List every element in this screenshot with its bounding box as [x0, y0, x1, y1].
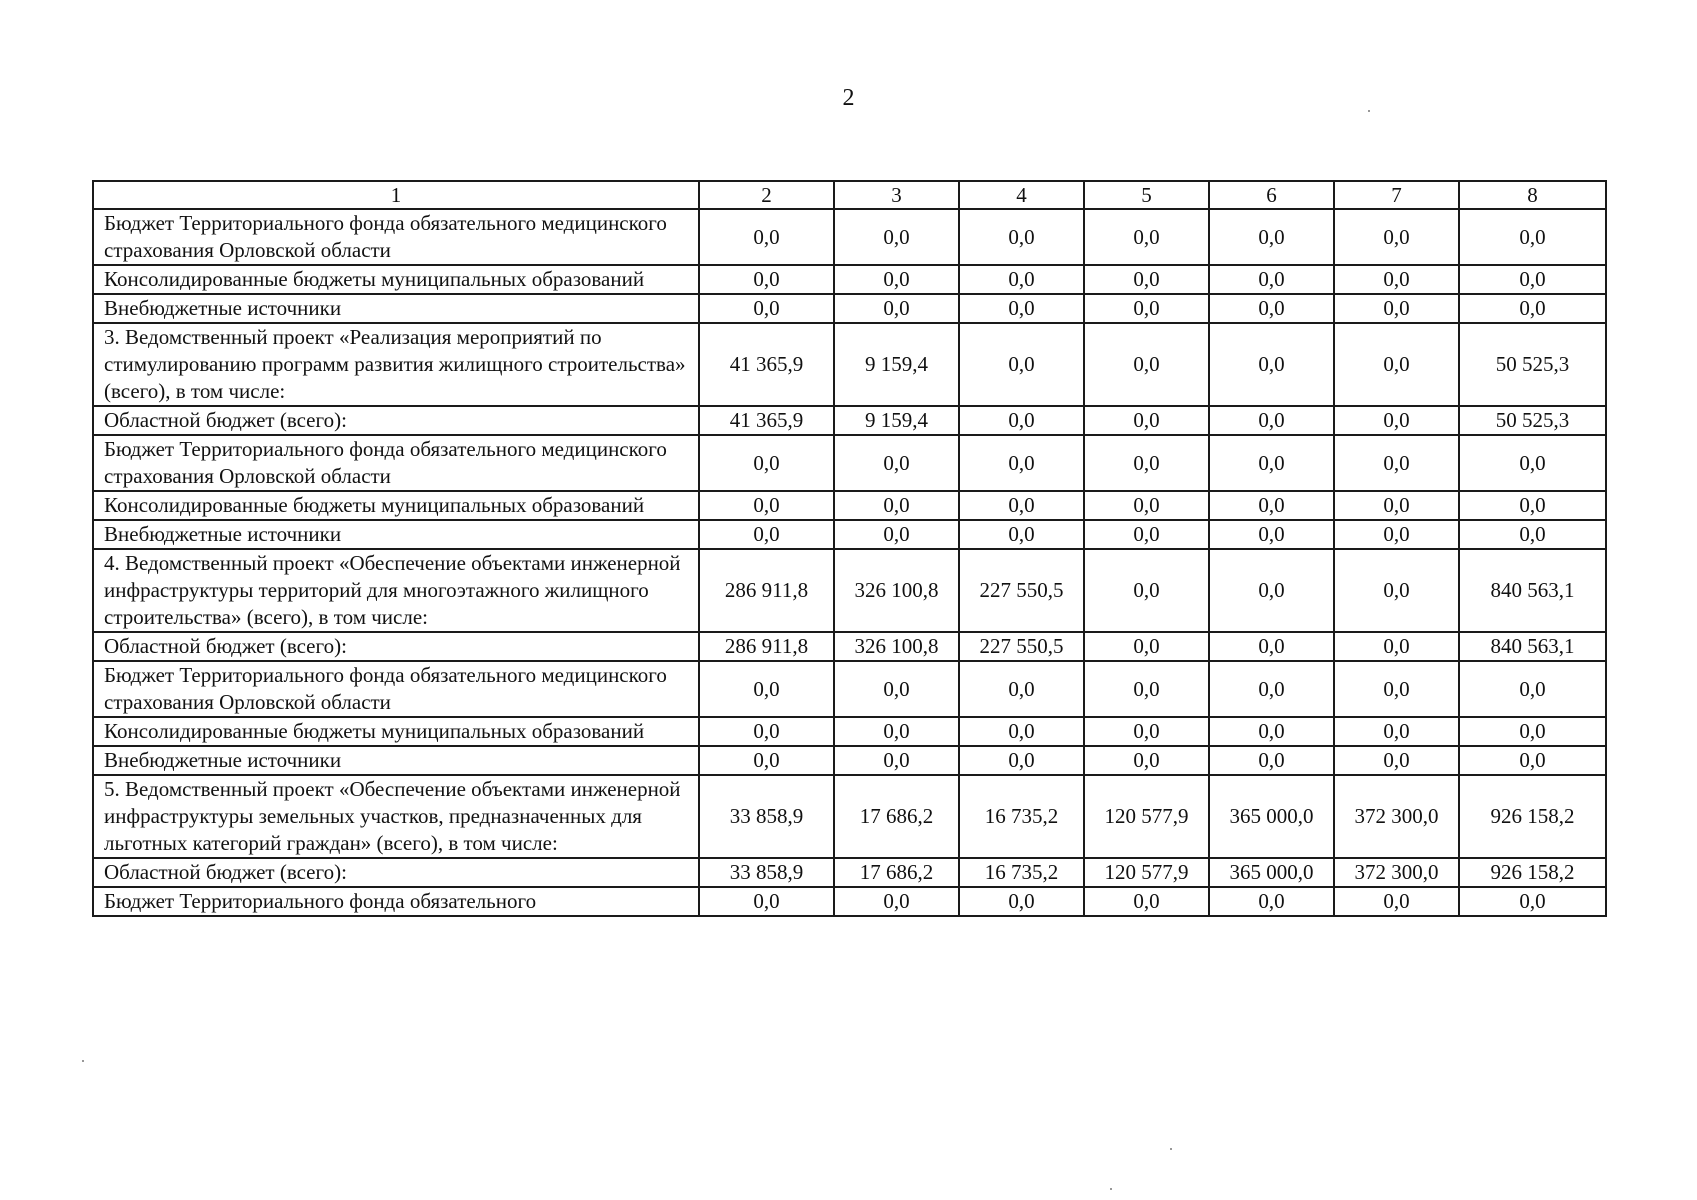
value-cell: 0,0	[834, 435, 959, 491]
value-cell: 0,0	[1084, 294, 1209, 323]
scan-speck	[82, 1060, 84, 1062]
value-cell: 0,0	[1209, 209, 1334, 265]
table-row	[93, 520, 1606, 549]
table-row	[93, 775, 1606, 858]
value-cell: 0,0	[959, 491, 1084, 520]
row-label: Внебюджетные источники	[93, 294, 699, 323]
value-cell: 227 550,5	[959, 549, 1084, 632]
row-label: Консолидированные бюджеты муниципальных образований	[93, 491, 699, 520]
value-cell: 9 159,4	[834, 406, 959, 435]
value-cell: 0,0	[1334, 435, 1459, 491]
value-cell: 0,0	[959, 406, 1084, 435]
table-row	[93, 209, 1606, 265]
table-row	[93, 661, 1606, 717]
value-cell: 0,0	[1209, 520, 1334, 549]
value-cell: 0,0	[1334, 209, 1459, 265]
value-cell: 0,0	[699, 746, 834, 775]
value-cell: 16 735,2	[959, 858, 1084, 887]
value-cell: 0,0	[1209, 746, 1334, 775]
row-label: Областной бюджет (всего):	[93, 632, 699, 661]
table-row	[93, 887, 1606, 916]
value-cell: 0,0	[834, 746, 959, 775]
value-cell: 0,0	[1459, 661, 1606, 717]
value-cell: 0,0	[1084, 717, 1209, 746]
value-cell: 0,0	[1209, 632, 1334, 661]
value-cell: 16 735,2	[959, 775, 1084, 858]
value-cell: 0,0	[1334, 632, 1459, 661]
value-cell: 0,0	[834, 717, 959, 746]
value-cell: 365 000,0	[1209, 858, 1334, 887]
value-cell: 0,0	[1334, 491, 1459, 520]
value-cell: 840 563,1	[1459, 632, 1606, 661]
value-cell: 9 159,4	[834, 323, 959, 406]
column-header: 6	[1209, 181, 1334, 209]
page-number: 2	[842, 85, 855, 111]
value-cell: 0,0	[1084, 661, 1209, 717]
value-cell: 0,0	[699, 661, 834, 717]
row-label: 4. Ведомственный проект «Обеспечение объектами инженерной инфраструктуры территорий для многоэтажного жилищного строительства» (всего), в том числе:	[93, 549, 699, 632]
table-row	[93, 491, 1606, 520]
value-cell: 0,0	[1084, 323, 1209, 406]
value-cell: 0,0	[1084, 491, 1209, 520]
table-row	[93, 858, 1606, 887]
value-cell: 0,0	[1459, 265, 1606, 294]
value-cell: 0,0	[959, 661, 1084, 717]
table-body	[93, 209, 1606, 916]
scan-speck	[1368, 110, 1370, 112]
value-cell: 0,0	[1334, 746, 1459, 775]
column-header: 7	[1334, 181, 1459, 209]
row-label: Консолидированные бюджеты муниципальных образований	[93, 265, 699, 294]
value-cell: 0,0	[699, 435, 834, 491]
table-row	[93, 406, 1606, 435]
value-cell: 0,0	[959, 887, 1084, 916]
value-cell: 0,0	[1209, 265, 1334, 294]
value-cell: 0,0	[1334, 406, 1459, 435]
value-cell: 0,0	[959, 209, 1084, 265]
value-cell: 17 686,2	[834, 858, 959, 887]
value-cell: 17 686,2	[834, 775, 959, 858]
value-cell: 0,0	[699, 491, 834, 520]
value-cell: 50 525,3	[1459, 323, 1606, 406]
value-cell: 326 100,8	[834, 549, 959, 632]
value-cell: 0,0	[959, 323, 1084, 406]
value-cell: 0,0	[699, 520, 834, 549]
value-cell: 372 300,0	[1334, 775, 1459, 858]
value-cell: 0,0	[959, 265, 1084, 294]
value-cell: 227 550,5	[959, 632, 1084, 661]
value-cell: 0,0	[959, 746, 1084, 775]
scan-speck	[1110, 1188, 1112, 1190]
value-cell: 0,0	[959, 435, 1084, 491]
table-row	[93, 632, 1606, 661]
value-cell: 0,0	[1209, 491, 1334, 520]
value-cell: 0,0	[834, 887, 959, 916]
budget-table	[92, 180, 1607, 917]
value-cell: 372 300,0	[1334, 858, 1459, 887]
table-row	[93, 746, 1606, 775]
value-cell: 33 858,9	[699, 775, 834, 858]
value-cell: 120 577,9	[1084, 775, 1209, 858]
value-cell: 0,0	[1084, 435, 1209, 491]
table-row	[93, 435, 1606, 491]
value-cell: 0,0	[1084, 746, 1209, 775]
value-cell: 0,0	[1084, 406, 1209, 435]
value-cell: 0,0	[1209, 887, 1334, 916]
value-cell: 0,0	[1209, 406, 1334, 435]
value-cell: 0,0	[1459, 887, 1606, 916]
row-label: Бюджет Территориального фонда обязательного медицинского страхования Орловской области	[93, 435, 699, 491]
value-cell: 0,0	[959, 717, 1084, 746]
value-cell: 0,0	[1334, 717, 1459, 746]
value-cell: 365 000,0	[1209, 775, 1334, 858]
value-cell: 0,0	[1209, 294, 1334, 323]
value-cell: 0,0	[1334, 661, 1459, 717]
value-cell: 0,0	[1084, 632, 1209, 661]
value-cell: 926 158,2	[1459, 858, 1606, 887]
value-cell: 0,0	[1084, 887, 1209, 916]
table-row	[93, 323, 1606, 406]
value-cell: 0,0	[1209, 435, 1334, 491]
value-cell: 0,0	[699, 887, 834, 916]
value-cell: 0,0	[1084, 209, 1209, 265]
column-header: 2	[699, 181, 834, 209]
value-cell: 0,0	[699, 294, 834, 323]
value-cell: 0,0	[1209, 661, 1334, 717]
value-cell: 0,0	[959, 520, 1084, 549]
column-header: 8	[1459, 181, 1606, 209]
value-cell: 41 365,9	[699, 406, 834, 435]
value-cell: 0,0	[1459, 435, 1606, 491]
value-cell: 0,0	[1334, 887, 1459, 916]
value-cell: 0,0	[699, 717, 834, 746]
value-cell: 0,0	[834, 265, 959, 294]
value-cell: 50 525,3	[1459, 406, 1606, 435]
value-cell: 0,0	[834, 294, 959, 323]
value-cell: 0,0	[834, 661, 959, 717]
table-row	[93, 717, 1606, 746]
value-cell: 0,0	[1334, 323, 1459, 406]
value-cell: 0,0	[1209, 717, 1334, 746]
value-cell: 0,0	[834, 209, 959, 265]
value-cell: 286 911,8	[699, 632, 834, 661]
value-cell: 840 563,1	[1459, 549, 1606, 632]
value-cell: 33 858,9	[699, 858, 834, 887]
value-cell: 286 911,8	[699, 549, 834, 632]
column-header: 1	[93, 181, 699, 209]
value-cell: 0,0	[1084, 549, 1209, 632]
value-cell: 41 365,9	[699, 323, 834, 406]
column-header: 5	[1084, 181, 1209, 209]
table-row	[93, 549, 1606, 632]
value-cell: 0,0	[1334, 294, 1459, 323]
value-cell: 0,0	[699, 265, 834, 294]
value-cell: 0,0	[1459, 491, 1606, 520]
value-cell: 0,0	[1459, 746, 1606, 775]
value-cell: 0,0	[1209, 549, 1334, 632]
value-cell: 120 577,9	[1084, 858, 1209, 887]
value-cell: 0,0	[1084, 265, 1209, 294]
value-cell: 0,0	[1459, 209, 1606, 265]
value-cell: 326 100,8	[834, 632, 959, 661]
scan-speck	[1170, 1148, 1172, 1150]
row-label: Бюджет Территориального фонда обязательного	[93, 887, 699, 916]
table-row	[93, 265, 1606, 294]
row-label: Бюджет Территориального фонда обязательного медицинского страхования Орловской области	[93, 209, 699, 265]
value-cell: 0,0	[1334, 520, 1459, 549]
value-cell: 0,0	[1459, 294, 1606, 323]
value-cell: 926 158,2	[1459, 775, 1606, 858]
value-cell: 0,0	[1209, 323, 1334, 406]
row-label: Внебюджетные источники	[93, 746, 699, 775]
row-label: Бюджет Территориального фонда обязательного медицинского страхования Орловской области	[93, 661, 699, 717]
value-cell: 0,0	[699, 209, 834, 265]
row-label: Внебюджетные источники	[93, 520, 699, 549]
value-cell: 0,0	[1334, 549, 1459, 632]
row-label: Областной бюджет (всего):	[93, 406, 699, 435]
row-label: Консолидированные бюджеты муниципальных образований	[93, 717, 699, 746]
column-header: 3	[834, 181, 959, 209]
value-cell: 0,0	[1459, 520, 1606, 549]
row-label: 3. Ведомственный проект «Реализация мероприятий по стимулированию программ развития жилищного строительства» (всего), в том числе:	[93, 323, 699, 406]
value-cell: 0,0	[959, 294, 1084, 323]
header-row	[93, 181, 1606, 209]
table-row	[93, 294, 1606, 323]
row-label: Областной бюджет (всего):	[93, 858, 699, 887]
value-cell: 0,0	[834, 520, 959, 549]
value-cell: 0,0	[1459, 717, 1606, 746]
value-cell: 0,0	[1334, 265, 1459, 294]
row-label: 5. Ведомственный проект «Обеспечение объектами инженерной инфраструктуры земельных участков, предназначенных для льготных категорий граждан» (всего), в том числе:	[93, 775, 699, 858]
column-header: 4	[959, 181, 1084, 209]
value-cell: 0,0	[1084, 520, 1209, 549]
value-cell: 0,0	[834, 491, 959, 520]
